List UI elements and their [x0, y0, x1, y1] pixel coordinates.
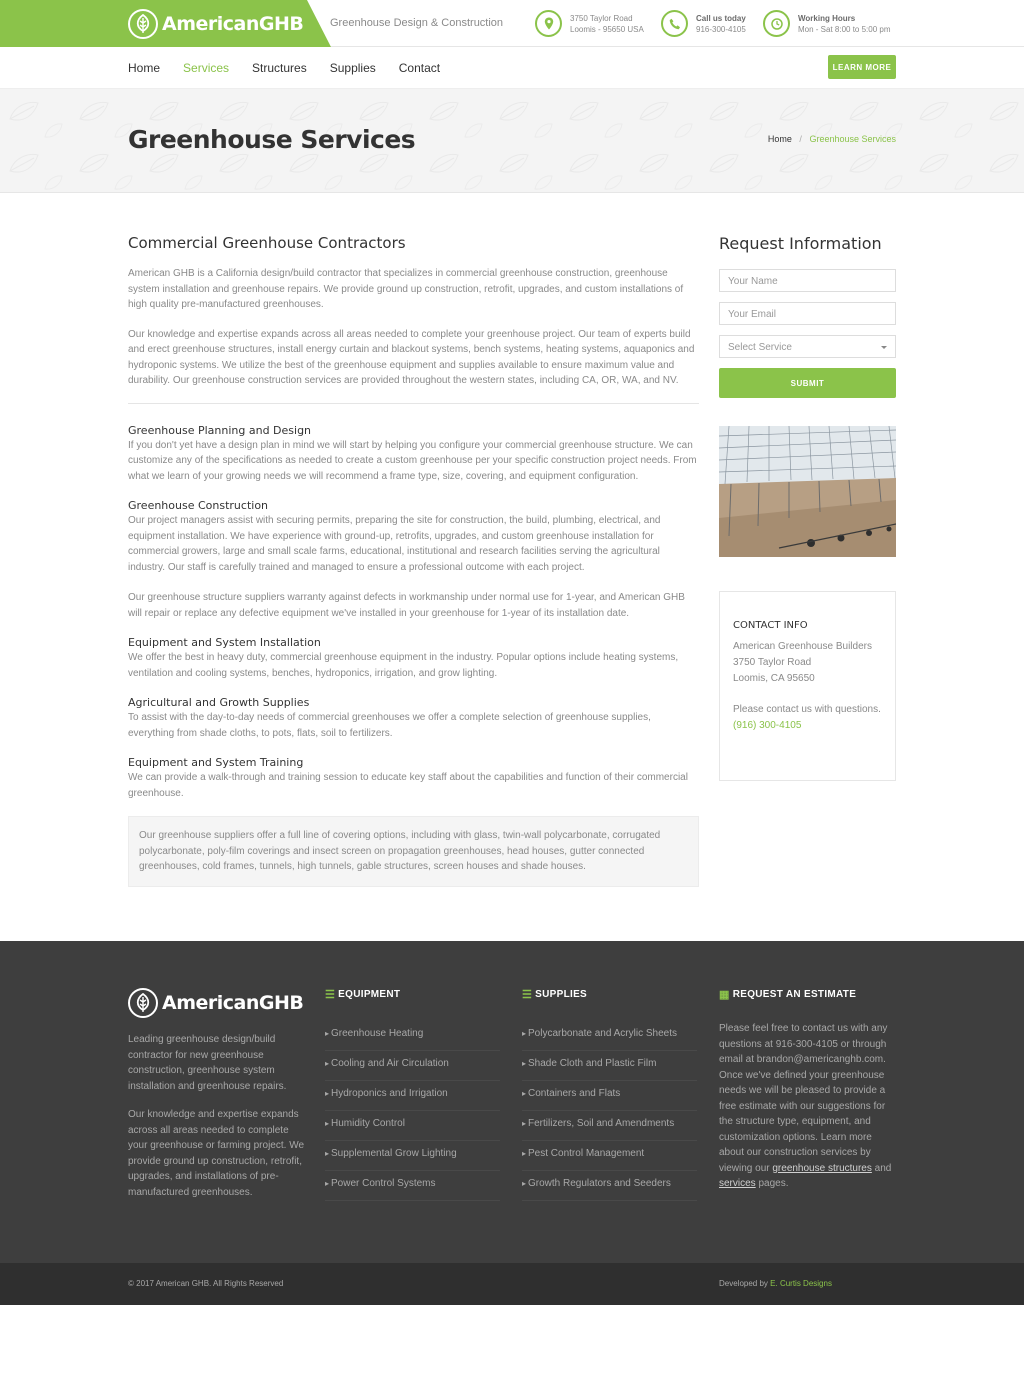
footer-bottom-bar [0, 1263, 1024, 1305]
sidebar-heading: Request Information [719, 234, 882, 253]
brand-logo[interactable] [128, 9, 303, 39]
footer-link[interactable]: ▸ Growth Regulators and Seeders [522, 1171, 697, 1201]
developer-credit [719, 1279, 832, 1288]
section-text: Our project managers assist with securing permits, preparing the site for construction, the build, plumbing, electrical, and equipment installation. We have experience with ground-up, retrofits, upgrades, and custom greenhouse installation for commercial growers, large and small scale farms, educational, institutional and research facilities serving the agricultural industry. Our staff is carefully trained and managed to ensure a professional outcome with each project. [128, 515, 661, 573]
contact-phone-link[interactable]: (916) 300-4105 [733, 720, 802, 731]
phone-number[interactable]: 916-300-4105 [696, 24, 746, 34]
section-title: Agricultural and Growth Supplies [128, 696, 310, 709]
page-title: Greenhouse Services [128, 125, 416, 154]
footer [0, 941, 1024, 1263]
footer-brand-name: AmericanGHB [162, 992, 304, 1014]
footer-link[interactable]: ▸ Greenhouse Heating [325, 1021, 500, 1051]
map-pin-icon [535, 10, 562, 37]
footer-supplies [522, 988, 697, 1201]
footer-link[interactable]: ▸ Containers and Flats [522, 1081, 697, 1111]
section-title: Equipment and System Training [128, 756, 304, 769]
main-content [128, 234, 699, 887]
footer-link[interactable]: ▸ Fertilizers, Soil and Amendments [522, 1111, 697, 1141]
footer-estimate [719, 988, 896, 1205]
section-title: Greenhouse Construction [128, 499, 269, 512]
leaf-icon [128, 9, 158, 39]
footer-link[interactable]: ▸ Humidity Control [325, 1111, 500, 1141]
warranty-paragraph [128, 590, 699, 621]
leaf-icon [128, 988, 158, 1018]
estimate-text-mid: and [871, 1162, 892, 1174]
service-section [128, 636, 699, 681]
structures-link[interactable]: greenhouse structures [772, 1162, 872, 1174]
footer-link[interactable]: ▸ Hydroponics and Irrigation [325, 1081, 500, 1111]
greenhouse-interior-photo [719, 426, 896, 557]
contact-info-box [719, 591, 896, 781]
estimate-text-before: Please feel free to contact us with any questions at 916-300-4105 or through email at brandon@americanghb.com. Once we've defined your greenhouse needs we will be pleased to provide a free estimate with our suggestions for the structure type, equipment, and customization options. Learn more about our construction services by viewing our [719, 1023, 888, 1174]
footer-heading [325, 988, 500, 1001]
address-line1: 3750 Taylor Road [570, 13, 633, 23]
sidebar [719, 234, 896, 781]
breadcrumb [768, 134, 896, 144]
section-title: Equipment and System Installation [128, 636, 321, 649]
supplies-title: SUPPLIES [535, 989, 588, 1000]
estimate-text [719, 1021, 896, 1192]
developer-link[interactable]: E. Curtis Designs [770, 1279, 832, 1288]
service-section [128, 696, 699, 741]
copyright: © 2017 American GHB. All Rights Reserved [128, 1279, 284, 1288]
divider [128, 403, 699, 404]
street-address: 3750 Taylor Road [733, 657, 812, 668]
estimate-title: REQUEST AN ESTIMATE [732, 989, 857, 1000]
nav-item-structures[interactable]: Structures [252, 61, 307, 75]
service-section [128, 756, 699, 801]
main-nav [0, 47, 1024, 89]
submit-button[interactable]: SUBMIT [719, 368, 896, 398]
breadcrumb-home[interactable]: Home [767, 134, 792, 144]
service-section [128, 499, 699, 575]
intro-paragraph: American GHB is a California design/build contractor that specializes in commercial greenhouse construction, greenhouse system installation and greenhouse repairs. We provide ground up construction, retrofit, upgrades, and custom installations of high quality pre-manufactured greenhouses. [128, 268, 684, 310]
section-text: We offer the best in heavy duty, commercial greenhouse equipment in the industry. Popular options include heating systems, ventilation and cooling systems, benches, hydroponics, irrigation, and grow lighting. [128, 652, 679, 679]
footer-heading [719, 988, 896, 1001]
learn-more-button[interactable]: LEARN MORE [828, 55, 896, 79]
brand-name: AmericanGHB [162, 13, 304, 35]
estimate-text-after: pages. [755, 1178, 789, 1189]
footer-equipment [325, 988, 500, 1201]
service-section [128, 424, 699, 485]
name-field[interactable]: Your Name [719, 269, 896, 292]
footer-about [128, 1032, 308, 1213]
covering-options-callout: Our greenhouse suppliers offer a full line of covering options, including with glass, twin-wall polycarbonate, corrugated polycarbonate, poly-film coverings and insect screen on propagation greenhouses, head houses, gutter connected greenhouses, cold frames, tunnels, high tunnels, gable structures, screen houses and shade houses. [128, 816, 699, 887]
breadcrumb-current: Greenhouse Services [809, 134, 896, 144]
brand-tagline: Greenhouse Design & Construction [330, 17, 504, 29]
intro-paragraph: Our knowledge and expertise expands across all areas needed to complete your greenhouse project. Our team of experts build and erect greenhouse structures, install energy curtain and blackout systems, bench systems, heating systems, aquaponics and hydroponic systems. We utilize the best of the greenhouse equipment and supplies available to ensure maximum value and durability. Our greenhouse construction services are provided throughout the western states, including CA, OR, WA, and NV. [128, 328, 695, 386]
hours-value: Mon - Sat 8:00 to 5:00 pm [798, 24, 891, 34]
email-field[interactable]: Your Email [719, 302, 896, 325]
footer-link[interactable]: ▸ Supplemental Grow Lighting [325, 1141, 500, 1171]
footer-about-text: Leading greenhouse design/build contractor for new greenhouse construction, greenhouse system installation and greenhouse repairs. [128, 1034, 287, 1092]
address-line2: Loomis - 95650 USA [570, 24, 644, 34]
service-select[interactable]: Select Service [719, 335, 896, 358]
contact-info-title: CONTACT INFO [733, 620, 808, 631]
city-address: Loomis, CA 95650 [733, 673, 815, 684]
address-info [535, 10, 644, 37]
footer-logo[interactable] [128, 988, 303, 1018]
contact-note: Please contact us with questions. [733, 704, 881, 715]
section-text: We can provide a walk-through and training session to educate key staff about the capabilities and function of their commercial greenhouse. [128, 772, 688, 799]
breadcrumb-separator: / [799, 134, 802, 144]
footer-about-text: Our knowledge and expertise expands across all areas needed to complete your greenhouse or farming project. We provide ground up construction, retrofit, upgrades, and installations of pre-manufactured greenhouses. [128, 1109, 305, 1198]
page-title-band [0, 89, 1024, 193]
equipment-title: EQUIPMENT [338, 989, 401, 1000]
footer-link[interactable]: ▸ Pest Control Management [522, 1141, 697, 1171]
main-heading: Commercial Greenhouse Contractors [128, 234, 406, 252]
top-header [0, 0, 1024, 47]
calculator-icon: ▦ [719, 989, 730, 1001]
footer-heading [522, 988, 697, 1001]
list-icon: ☰ [325, 989, 336, 1001]
nav-item-supplies[interactable]: Supplies [329, 61, 376, 75]
phone-label: Call us today [696, 13, 746, 23]
section-title: Greenhouse Planning and Design [128, 423, 312, 437]
phone-icon [661, 10, 688, 37]
services-link[interactable]: services [719, 1178, 756, 1189]
clock-icon [763, 10, 790, 37]
footer-link[interactable]: ▸ Polycarbonate and Acrylic Sheets [522, 1021, 697, 1051]
hours-info [763, 10, 891, 37]
footer-link[interactable]: ▸ Shade Cloth and Plastic Film [522, 1051, 697, 1081]
developed-by-label: Developed by [719, 1279, 768, 1288]
section-text: Our greenhouse structure suppliers warranty against defects in workmanship under normal use for 1-year, and American GHB will repair or replace any defective equipment we've installed in your greenhouse for 1-year of its installation date. [128, 592, 685, 619]
company-name: American Greenhouse Builders [733, 641, 872, 652]
phone-info [661, 10, 746, 37]
footer-link[interactable]: ▸ Cooling and Air Circulation [325, 1051, 500, 1081]
nav-item-home[interactable]: Home [128, 61, 161, 75]
list-icon: ☰ [522, 989, 533, 1001]
footer-link[interactable]: ▸ Power Control Systems [325, 1171, 500, 1201]
section-text: If you don't yet have a design plan in mind we will start by helping you configure your commercial greenhouse structure. We can customize any of the specifications as needed to create a custom greenhouse per your specific construction project needs. From what we learn of your growing needs we will recommend a frame type, size, covering, and equipment configuration. [128, 439, 697, 482]
nav-item-contact[interactable]: Contact [398, 61, 441, 75]
hours-label: Working Hours [798, 13, 856, 23]
nav-item-services[interactable]: Services [183, 61, 230, 75]
section-text: To assist with the day-to-day needs of commercial greenhouses we offer a complete selection of greenhouse supplies, everything from shade cloths, to pots, flats, soil to fertilizers. [128, 712, 651, 739]
